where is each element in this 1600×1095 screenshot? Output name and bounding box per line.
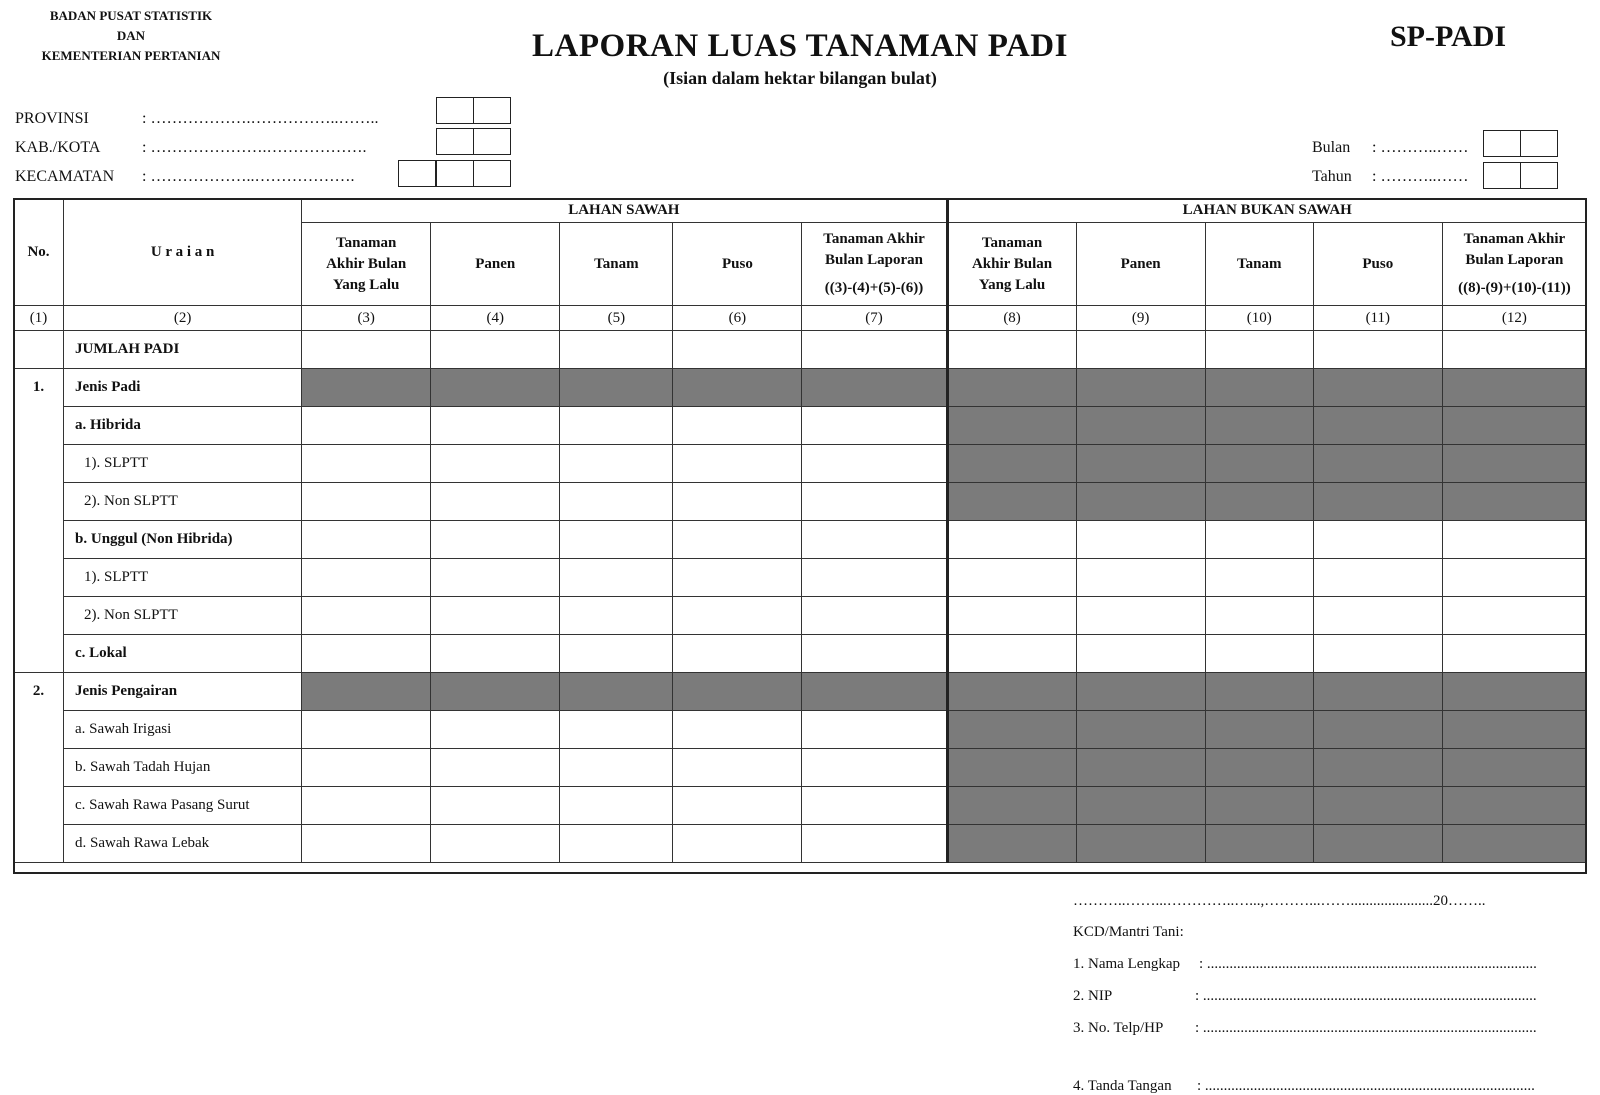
sawah-input-cell[interactable] [802,787,947,825]
page-title: LAPORAN LUAS TANAMAN PADI [532,28,1068,64]
bukan-sawah-input-cell[interactable] [1442,635,1586,673]
bukan-sawah-input-cell [1442,369,1586,407]
bukan-sawah-input-cell[interactable] [1442,559,1586,597]
row-label: 2). Non SLPTT [64,597,302,635]
row-number [14,597,64,635]
group-lahan-sawah: LAHAN SAWAH [302,199,947,223]
nip-label: 2. NIP [1073,988,1113,1004]
provinsi-code-box-2[interactable] [473,97,511,124]
bukan-sawah-input-cell[interactable] [1076,521,1205,559]
table-row [14,711,1587,749]
col-number: (1) [14,306,64,331]
kecamatan-code-box-3[interactable] [473,160,511,187]
bukan-sawah-input-cell [947,369,1076,407]
provinsi-code-box-1[interactable] [436,97,474,124]
col-number: (11) [1313,306,1442,331]
bukan-sawah-input-cell [1313,483,1442,521]
tahun-label: Tahun [1312,168,1352,185]
row-label: c. Lokal [64,635,302,673]
bukan-sawah-input-cell[interactable] [1076,597,1205,635]
table-row [14,635,1587,673]
sawah-input-cell[interactable] [673,749,802,787]
bukan-sawah-input-cell [947,711,1076,749]
sawah-input-cell[interactable] [673,407,802,445]
kabkota-field[interactable]: : ………………….………………. [142,139,367,156]
col-number: (6) [673,306,802,331]
tahun-code-box-2[interactable] [1520,162,1558,189]
col-uraian-header: U r a i a n [64,199,302,306]
bukan-sawah-input-cell[interactable] [1205,635,1313,673]
table-row [14,521,1587,559]
sawah-input-cell[interactable] [560,331,673,369]
sawah-input-cell[interactable] [673,635,802,673]
sawah-input-cell[interactable] [560,825,673,863]
sawah-input-cell [302,673,431,711]
bukan-sawah-input-cell[interactable] [1313,331,1442,369]
sawah-input-cell[interactable] [431,597,560,635]
bukan-sawah-input-cell[interactable] [1442,331,1586,369]
bukan-sawah-input-cell [1076,749,1205,787]
kecamatan-code-box-1[interactable] [398,160,436,187]
bukan-sawah-input-cell[interactable] [947,331,1076,369]
row-label: Jenis Pengairan [64,673,302,711]
row-number [14,635,64,673]
sawah-input-cell [673,369,802,407]
bukan-sawah-input-cell [1442,673,1586,711]
bukan-sawah-input-cell [1442,711,1586,749]
kecamatan-field[interactable]: : ………………..………………. [142,168,355,185]
bukan-sawah-input-cell[interactable] [1313,521,1442,559]
bukan-sawah-input-cell [947,445,1076,483]
row-number [14,407,64,445]
sawah-input-cell[interactable] [560,521,673,559]
bukan-sawah-input-cell [1205,673,1313,711]
bukan-sawah-input-cell [947,787,1076,825]
bukan-sawah-input-cell [1205,711,1313,749]
bulan-code-box-2[interactable] [1520,130,1558,157]
bukan-sawah-input-cell[interactable] [1076,559,1205,597]
sawah-input-cell[interactable] [431,825,560,863]
officer-role: KCD/Mantri Tani: [1073,924,1184,940]
sawah-input-cell [560,673,673,711]
bukan-sawah-input-cell [1442,407,1586,445]
kabkota-code-box-1[interactable] [436,128,474,155]
bukan-sawah-input-cell [1205,749,1313,787]
sawah-input-cell [560,369,673,407]
sawah-input-cell[interactable] [302,521,431,559]
col-number: (8) [947,306,1076,331]
table-row [14,331,1587,369]
bukan-sawah-input-cell[interactable] [1442,597,1586,635]
table-row [14,483,1587,521]
kecamatan-label: KECAMATAN [15,168,115,185]
telp-label: 3. No. Telp/HP [1073,1020,1164,1036]
sawah-input-cell[interactable] [673,711,802,749]
row-label: a. Sawah Irigasi [64,711,302,749]
bukan-sawah-input-cell[interactable] [1313,635,1442,673]
col-number: (9) [1076,306,1205,331]
row-number [14,521,64,559]
bukan-akhir-lalu-header: Tanaman Akhir Bulan Yang Lalu [947,223,1076,306]
sawah-input-cell[interactable] [802,711,947,749]
bukan-sawah-input-cell [1442,825,1586,863]
col-number: (7) [802,306,947,331]
bukan-sawah-input-cell [1076,711,1205,749]
table-row [14,673,1587,711]
row-label: a. Hibrida [64,407,302,445]
sawah-input-cell[interactable] [302,635,431,673]
bukan-sawah-input-cell [1313,673,1442,711]
kabkota-label: KAB./KOTA [15,139,101,156]
sawah-akhir-lalu-header: Tanaman Akhir Bulan Yang Lalu [302,223,431,306]
sawah-input-cell[interactable] [673,331,802,369]
sawah-input-cell[interactable] [302,787,431,825]
table-row [14,445,1587,483]
row-label: 1). SLPTT [64,559,302,597]
bukan-sawah-input-cell [1205,407,1313,445]
sawah-panen-header: Panen [431,223,560,306]
sawah-input-cell[interactable] [431,635,560,673]
col-number: (10) [1205,306,1313,331]
sawah-input-cell[interactable] [560,749,673,787]
bukan-sawah-input-cell [1205,483,1313,521]
sawah-input-cell[interactable] [302,711,431,749]
table-row [14,749,1587,787]
bukan-sawah-input-cell [1442,749,1586,787]
bukan-sawah-input-cell [1076,369,1205,407]
sawah-input-cell [802,673,947,711]
sawah-input-cell[interactable] [802,483,947,521]
bukan-sawah-input-cell[interactable] [1205,331,1313,369]
row-label: 2). Non SLPTT [64,483,302,521]
sawah-input-cell[interactable] [802,407,947,445]
form-code: SP-PADI [1390,20,1507,53]
sawah-input-cell[interactable] [560,787,673,825]
sawah-input-cell[interactable] [302,445,431,483]
bukan-sawah-input-cell [1442,445,1586,483]
bukan-sawah-input-cell [1205,369,1313,407]
nama-field[interactable]: : ........................................................................................ [1199,956,1537,972]
bukan-sawah-input-cell [947,407,1076,445]
col-number: (3) [302,306,431,331]
bukan-sawah-input-cell[interactable] [1076,635,1205,673]
row-number: 2. [14,673,64,711]
sawah-input-cell[interactable] [302,597,431,635]
row-label: d. Sawah Rawa Lebak [64,825,302,863]
kecamatan-code-box-2[interactable] [436,160,474,187]
row-number [14,445,64,483]
bukan-sawah-input-cell[interactable] [1205,521,1313,559]
bukan-sawah-input-cell [1313,711,1442,749]
row-number [14,711,64,749]
sawah-input-cell[interactable] [302,483,431,521]
sawah-input-cell[interactable] [302,825,431,863]
col-number: (2) [64,306,302,331]
bukan-sawah-input-cell [1313,369,1442,407]
table-row [14,597,1587,635]
table-row [14,559,1587,597]
sawah-input-cell [302,369,431,407]
bukan-sawah-input-cell [1076,483,1205,521]
sawah-input-cell[interactable] [431,559,560,597]
sawah-input-cell[interactable] [560,483,673,521]
row-number [14,749,64,787]
bukan-sawah-input-cell [1442,787,1586,825]
bukan-sawah-input-cell [1313,787,1442,825]
sawah-input-cell[interactable] [673,483,802,521]
sawah-input-cell [673,673,802,711]
sawah-puso-header: Puso [673,223,802,306]
bukan-sawah-input-cell [1313,749,1442,787]
bukan-sawah-input-cell [1205,445,1313,483]
sawah-input-cell[interactable] [802,749,947,787]
sawah-akhir-laporan-header: Tanaman Akhir Bulan Laporan ((3)-(4)+(5)-(6)) [802,223,947,306]
date-line[interactable]: ………..……...…………..…...,………...……......................20…….. [1073,893,1486,909]
sawah-input-cell[interactable] [431,521,560,559]
row-number: 1. [14,369,64,407]
nama-label: 1. Nama Lengkap [1073,956,1181,972]
bukan-puso-header: Puso [1313,223,1442,306]
bukan-sawah-input-cell [1205,825,1313,863]
sawah-input-cell[interactable] [302,407,431,445]
bukan-akhir-laporan-header: Tanaman Akhir Bulan Laporan ((8)-(9)+(10)-(11)) [1442,223,1586,306]
row-label: Jenis Padi [64,369,302,407]
bukan-sawah-input-cell[interactable] [947,521,1076,559]
bukan-sawah-input-cell [947,825,1076,863]
tahun-code-box-1[interactable] [1483,162,1521,189]
row-number [14,559,64,597]
bukan-sawah-input-cell[interactable] [1205,559,1313,597]
col-no-header: No. [14,199,64,306]
sawah-input-cell[interactable] [560,711,673,749]
provinsi-field[interactable]: : ……………….……………..…….. [142,110,379,127]
sawah-input-cell[interactable] [431,787,560,825]
bukan-sawah-input-cell[interactable] [1076,331,1205,369]
bukan-sawah-input-cell[interactable] [947,597,1076,635]
org-line-1: BADAN PUSAT STATISTIK [49,8,213,23]
sawah-input-cell[interactable] [673,597,802,635]
row-label: JUMLAH PADI [64,331,302,369]
sawah-input-cell[interactable] [802,559,947,597]
bukan-sawah-input-cell [1076,673,1205,711]
sawah-input-cell[interactable] [560,597,673,635]
sawah-input-cell[interactable] [560,559,673,597]
sawah-input-cell[interactable] [302,331,431,369]
bukan-sawah-input-cell [1076,445,1205,483]
sawah-input-cell [802,369,947,407]
group-lahan-bukan-sawah: LAHAN BUKAN SAWAH [947,199,1586,223]
bukan-sawah-input-cell [1076,787,1205,825]
bukan-sawah-input-cell [1313,407,1442,445]
sawah-input-cell [431,369,560,407]
page-subtitle: (Isian dalam hektar bilangan bulat) [663,68,937,88]
bukan-sawah-input-cell [1313,445,1442,483]
bukan-sawah-input-cell [947,673,1076,711]
nip-field[interactable]: : ......................................................................................... [1195,988,1537,1004]
row-number [14,787,64,825]
table-row [14,369,1587,407]
bukan-sawah-input-cell [1313,825,1442,863]
kabkota-code-box-2[interactable] [473,128,511,155]
sawah-input-cell[interactable] [431,483,560,521]
bukan-sawah-input-cell [1205,787,1313,825]
sawah-input-cell[interactable] [802,825,947,863]
sawah-input-cell[interactable] [673,559,802,597]
sawah-input-cell[interactable] [802,331,947,369]
sawah-input-cell[interactable] [560,445,673,483]
bulan-label: Bulan [1312,139,1351,156]
row-number [14,331,64,369]
sawah-input-cell[interactable] [431,445,560,483]
telp-field[interactable]: : ......................................................................................... [1195,1020,1537,1036]
sawah-input-cell[interactable] [802,445,947,483]
bulan-code-box-1[interactable] [1483,130,1521,157]
bukan-sawah-input-cell [947,483,1076,521]
report-table [13,198,1587,863]
bukan-sawah-input-cell [1076,407,1205,445]
col-number: (5) [560,306,673,331]
row-label: b. Unggul (Non Hibrida) [64,521,302,559]
sawah-input-cell[interactable] [802,635,947,673]
table-row [14,787,1587,825]
bukan-sawah-input-cell[interactable] [947,635,1076,673]
bukan-sawah-input-cell[interactable] [1313,597,1442,635]
bukan-sawah-input-cell [1442,483,1586,521]
row-label: b. Sawah Tadah Hujan [64,749,302,787]
sawah-input-cell [431,673,560,711]
bukan-sawah-input-cell[interactable] [1442,521,1586,559]
provinsi-label: PROVINSI [15,110,89,127]
sawah-input-cell[interactable] [673,445,802,483]
row-label: c. Sawah Rawa Pasang Surut [64,787,302,825]
sawah-input-cell[interactable] [560,635,673,673]
sawah-input-cell[interactable] [673,825,802,863]
ttd-label: 4. Tanda Tangan [1073,1078,1172,1094]
bukan-panen-header: Panen [1076,223,1205,306]
tahun-field[interactable]: : ………..…… [1372,168,1469,185]
sawah-input-cell[interactable] [802,597,947,635]
row-label: 1). SLPTT [64,445,302,483]
sawah-input-cell[interactable] [560,407,673,445]
sawah-input-cell[interactable] [802,521,947,559]
sawah-tanam-header: Tanam [560,223,673,306]
ttd-field[interactable]: : ........................................................................................ [1197,1078,1535,1094]
table-row [14,825,1587,863]
sawah-input-cell[interactable] [302,559,431,597]
sawah-input-cell[interactable] [431,331,560,369]
bukan-sawah-input-cell [947,749,1076,787]
bukan-sawah-input-cell[interactable] [1205,597,1313,635]
bukan-tanam-header: Tanam [1205,223,1313,306]
sawah-input-cell[interactable] [302,749,431,787]
bulan-field[interactable]: : ………..…… [1372,139,1469,156]
sawah-input-cell[interactable] [673,787,802,825]
row-number [14,825,64,863]
sawah-input-cell[interactable] [431,749,560,787]
table-row [14,407,1587,445]
bukan-sawah-input-cell[interactable] [1313,559,1442,597]
col-number: (12) [1442,306,1586,331]
sawah-input-cell[interactable] [673,521,802,559]
row-number [14,483,64,521]
sawah-input-cell[interactable] [431,711,560,749]
col-number: (4) [431,306,560,331]
bukan-sawah-input-cell[interactable] [947,559,1076,597]
org-line-2: DAN [116,28,146,43]
sawah-input-cell[interactable] [431,407,560,445]
bukan-sawah-input-cell [1076,825,1205,863]
org-line-3: KEMENTERIAN PERTANIAN [41,48,221,63]
